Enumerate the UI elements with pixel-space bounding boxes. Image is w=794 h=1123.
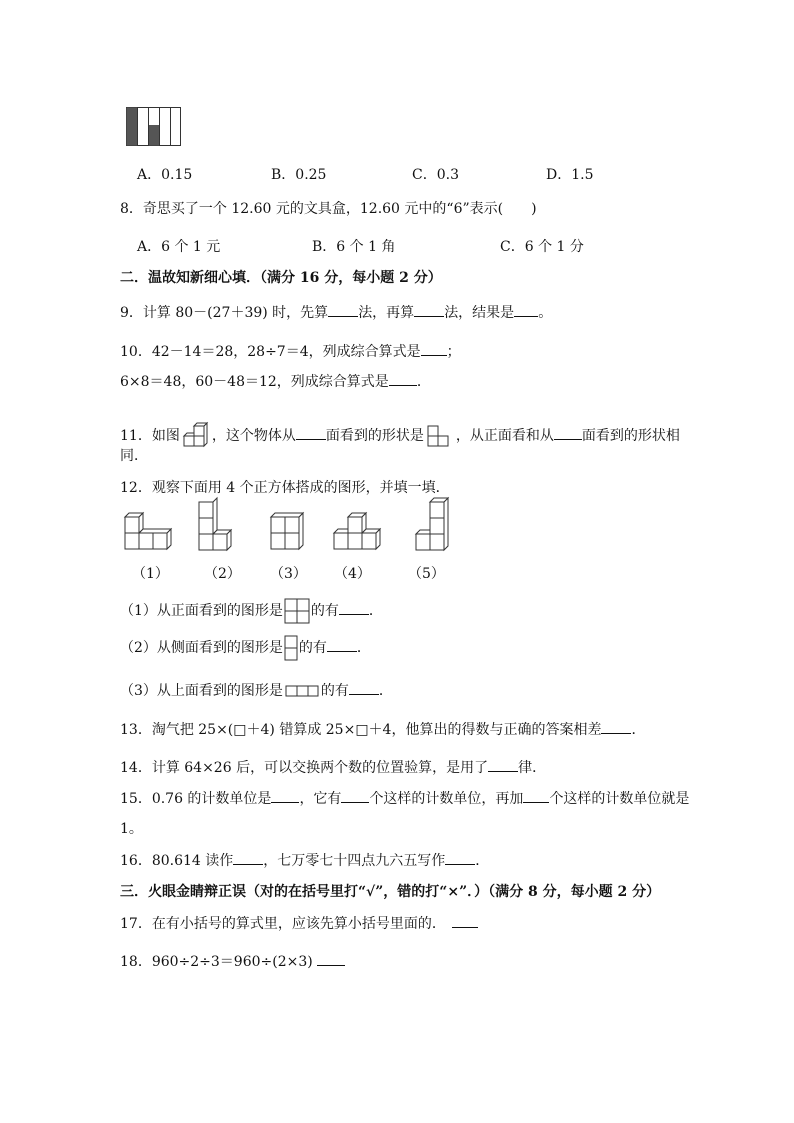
- q12-sub-2-text-1: （2）从侧面看到的图形是: [120, 640, 283, 656]
- q12-sub-2-blank[interactable]: [327, 650, 357, 652]
- q9-blank-1[interactable]: [328, 315, 358, 317]
- q11-line-1: [120, 422, 680, 450]
- q15-blank-2[interactable]: [341, 801, 369, 803]
- q15-text-3: 个这样的计数单位，再加: [369, 791, 524, 807]
- figure-label-3: （3）: [270, 566, 307, 582]
- q10-text-1: 10．42－14＝28，28÷7＝4，列成综合算式是: [120, 344, 421, 360]
- q14-text-2: 律．: [518, 760, 547, 776]
- q11-line-2: 同．: [120, 448, 148, 464]
- q9-blank-2[interactable]: [414, 315, 444, 317]
- q11-text-2: ，这个物体从: [211, 428, 296, 444]
- q9-text-4: 。: [538, 305, 553, 321]
- q16-text-1: 16．80.614 读作: [120, 853, 234, 869]
- q8-option-b: B．6 个 1 角: [312, 239, 396, 255]
- q11-text-1: 11．如图: [120, 428, 180, 444]
- fraction-strip-figure: [126, 107, 182, 147]
- q17: [120, 917, 478, 931]
- front-view-shape-icon: [284, 598, 310, 624]
- q9-text-1: 9．计算 80－(27＋39) 时，先算: [120, 305, 329, 321]
- q11-blank-1[interactable]: [296, 438, 326, 440]
- q10-line-2: [120, 375, 431, 389]
- q12-sub-2: [120, 635, 371, 661]
- q12-sub-1-text-3: ．: [368, 603, 383, 619]
- q18-text: 18．960÷2÷3＝960÷(2×3): [120, 954, 313, 970]
- q9-blank-3[interactable]: [514, 315, 538, 317]
- q9: [120, 306, 552, 320]
- q13-text-2: ．: [631, 722, 646, 738]
- q15-blank-3[interactable]: [523, 801, 549, 803]
- side-view-shape-icon: [284, 635, 298, 661]
- q12-sub-3-blank[interactable]: [349, 693, 379, 695]
- q15-text-4: 个这样的计数单位就是: [549, 791, 690, 807]
- q12-sub-3-text-1: （3）从上面看到的图形是: [120, 683, 283, 699]
- view-shape-icon: [426, 422, 454, 450]
- q12-sub-3: [120, 681, 393, 701]
- q12-sub-1-text-1: （1）从正面看到的图形是: [120, 603, 283, 619]
- q7-option-d: D．1.5: [546, 167, 594, 183]
- q16: [120, 854, 489, 868]
- q15-line-2: 1。: [120, 821, 143, 837]
- q10-line-1: [120, 345, 461, 359]
- q15-text-1: 15．0.76 的计数单位是: [120, 791, 272, 807]
- q17-text: 17．在有小括号的算式里，应该先算小括号里面的．: [120, 916, 446, 932]
- q13: [120, 723, 645, 737]
- cube-figure-4: [333, 515, 383, 551]
- q8-option-a: A．6 个 1 元: [137, 239, 221, 255]
- cube-figure-5: [415, 504, 455, 552]
- q12-sub-1: [120, 598, 383, 624]
- q9-text-2: 法，再算: [358, 305, 415, 321]
- q7-option-a: A．0.15: [137, 167, 193, 183]
- q12-sub-3-text-2: 的有: [320, 683, 349, 699]
- q11-text-5: 面看到的形状相: [581, 428, 680, 444]
- q11-blank-2[interactable]: [554, 438, 582, 440]
- q16-text-3: ．: [475, 853, 490, 869]
- q18-blank[interactable]: [317, 964, 345, 966]
- q10-blank-1[interactable]: [421, 354, 447, 356]
- section-3-title: 三．火眼金睛辩正误（对的在括号里打“√”，错的打“×”．）（满分 8 分，每小题 2 分）: [120, 884, 661, 900]
- q14-blank[interactable]: [488, 770, 518, 772]
- q12-sub-1-blank[interactable]: [339, 613, 369, 615]
- q12-sub-2-text-3: ．: [356, 640, 371, 656]
- top-view-shape-icon: [285, 685, 319, 697]
- q13-blank[interactable]: [601, 732, 631, 734]
- q10-text-2: ；: [446, 344, 461, 360]
- q8-option-c: C．6 个 1 分: [500, 239, 584, 255]
- cube-figure-3: [270, 515, 308, 551]
- q11-text-3: 面看到的形状是: [325, 428, 424, 444]
- figure-label-1: （1）: [132, 566, 169, 582]
- q12-sub-2-text-2: 的有: [298, 640, 327, 656]
- q10-text-4: ．: [416, 374, 431, 390]
- cube-figure-1: [124, 515, 174, 551]
- cube-figure-2: [198, 504, 238, 552]
- q15-blank-1[interactable]: [271, 801, 299, 803]
- figure-label-5: （5）: [408, 566, 445, 582]
- q7-option-c: C．0.3: [412, 167, 459, 183]
- q18: [120, 955, 345, 969]
- figure-label-4: （4）: [334, 566, 371, 582]
- q15-text-2: ，它有: [299, 791, 342, 807]
- figure-label-2: （2）: [204, 566, 241, 582]
- q16-text-2: ，七万零七十四点九六五写作: [263, 853, 446, 869]
- q9-text-3: 法，结果是: [444, 305, 515, 321]
- q7-option-b: B．0.25: [271, 167, 327, 183]
- q15-line-1: [120, 792, 689, 806]
- q17-blank[interactable]: [452, 926, 478, 928]
- q14: [120, 761, 546, 775]
- q12-stem: 12．观察下面用 4 个正方体搭成的图形，并填一填．: [120, 480, 450, 496]
- q12-sub-1-text-2: 的有: [310, 603, 339, 619]
- section-2-title: 二．温故知新细心填．（满分 16 分，每小题 2 分）: [120, 270, 442, 286]
- q8-stem: 8．奇思买了一个 12.60 元的文具盒，12.60 元中的“6”表示( ): [120, 201, 537, 217]
- q16-blank-2[interactable]: [445, 863, 475, 865]
- q10-blank-2[interactable]: [389, 384, 417, 386]
- solid-figure-icon: [182, 422, 210, 450]
- q16-blank-1[interactable]: [233, 863, 263, 865]
- q14-text-1: 14．计算 64×26 后，可以交换两个数的位置验算，是用了: [120, 760, 489, 776]
- q12-sub-3-text-3: ．: [378, 683, 393, 699]
- q10-text-3: 6×8＝48，60－48＝12，列成综合算式是: [120, 374, 389, 390]
- q13-text-1: 13．淘气把 25×(□＋4) 错算成 25×□＋4，他算出的得数与正确的答案相差: [120, 722, 602, 738]
- q11-text-4: ，从正面看和从: [455, 428, 554, 444]
